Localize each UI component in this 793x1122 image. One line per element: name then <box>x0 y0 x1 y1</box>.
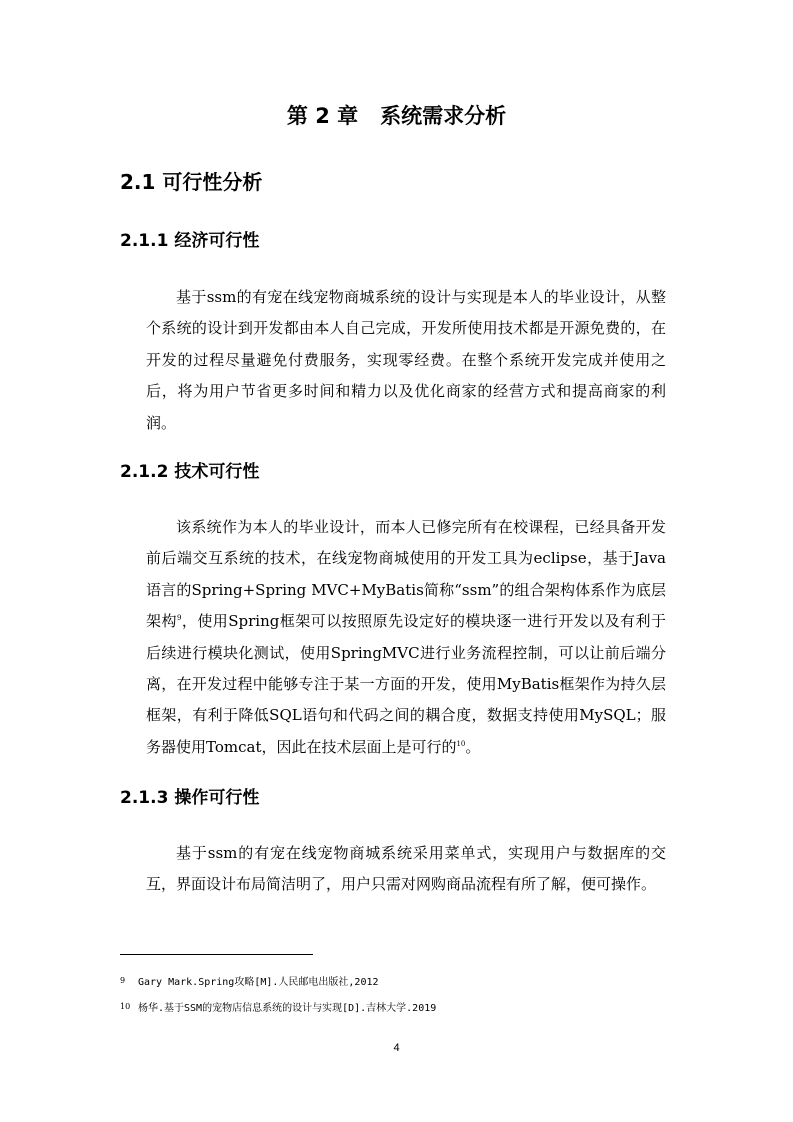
footnote-ref-9[interactable]: 9 <box>176 614 182 623</box>
paragraph-technical-feasibility <box>146 512 666 763</box>
paragraph-technical-part-1: 该系统作为本人的毕业设计，而本人已修完所有在校课程，已经具备开发前后端交互系统的技术，在线宠物商城使用的开发工具为eclipse，基于Java语言的Spring+Spring MVC+MyBatis简称“ssm”的组合架构体系作为底层架构 <box>146 518 666 631</box>
footnote-ref-10[interactable]: 10 <box>456 739 466 748</box>
footnote-10 <box>120 1002 436 1016</box>
paragraph-economic-feasibility: 基于ssm的有宠在线宠物商城系统的设计与实现是本人的毕业设计，从整个系统的设计到开发都由本人自己完成，开发所使用技术都是开源免费的，在开发的过程尽量避免付费服务，实现零经费。在整个系统开发完成并使用之后，将为用户节省更多时间和精力以及优化商家的经营方式和提高商家的利润。 <box>146 288 666 432</box>
paragraph-technical-part-3: 。 <box>465 737 481 756</box>
paragraph-operational-feasibility: 基于ssm的有宠在线宠物商城系统采用菜单式，实现用户与数据库的交互，界面设计布局简洁明了，用户只需对网购商品流程有所了解，便可操作。 <box>146 844 666 894</box>
paragraph-technical-part-2: ，使用Spring框架可以按照原先设定好的模块逐一进行开发以及有利于后续进行模块化测试，使用SpringMVC进行业务流程控制，可以让前后端分离，在开发过程中能够专注于某一方面的开发，使用MyBatis框架作为持久层框架，有利于降低SQL语句和代码之间的耦合度，数据支持使用MySQL；服务器使用Tomcat，因此在技术层面上是可行的 <box>146 612 666 756</box>
section-heading-2-1: 2.1 可行性分析 <box>120 170 263 194</box>
footnote-separator <box>120 954 313 955</box>
chapter-title: 第 2 章 系统需求分析 <box>286 104 507 128</box>
section-heading-2-1-2: 2.1.2 技术可行性 <box>120 462 260 482</box>
footnote-text: Gary Mark.Spring攻略[M].人民邮电出版社,2012 <box>138 977 379 988</box>
footnote-mark: 9 <box>120 976 126 985</box>
section-heading-2-1-1: 2.1.1 经济可行性 <box>120 231 260 251</box>
footnote-9 <box>120 976 379 990</box>
section-heading-2-1-3: 2.1.3 操作可行性 <box>120 788 260 808</box>
footnote-text: 杨华.基于SSM的宠物店信息系统的设计与实现[D].吉林大学.2019 <box>138 1003 437 1014</box>
footnote-mark: 10 <box>120 1002 131 1011</box>
page-number: 4 <box>393 1042 400 1054</box>
